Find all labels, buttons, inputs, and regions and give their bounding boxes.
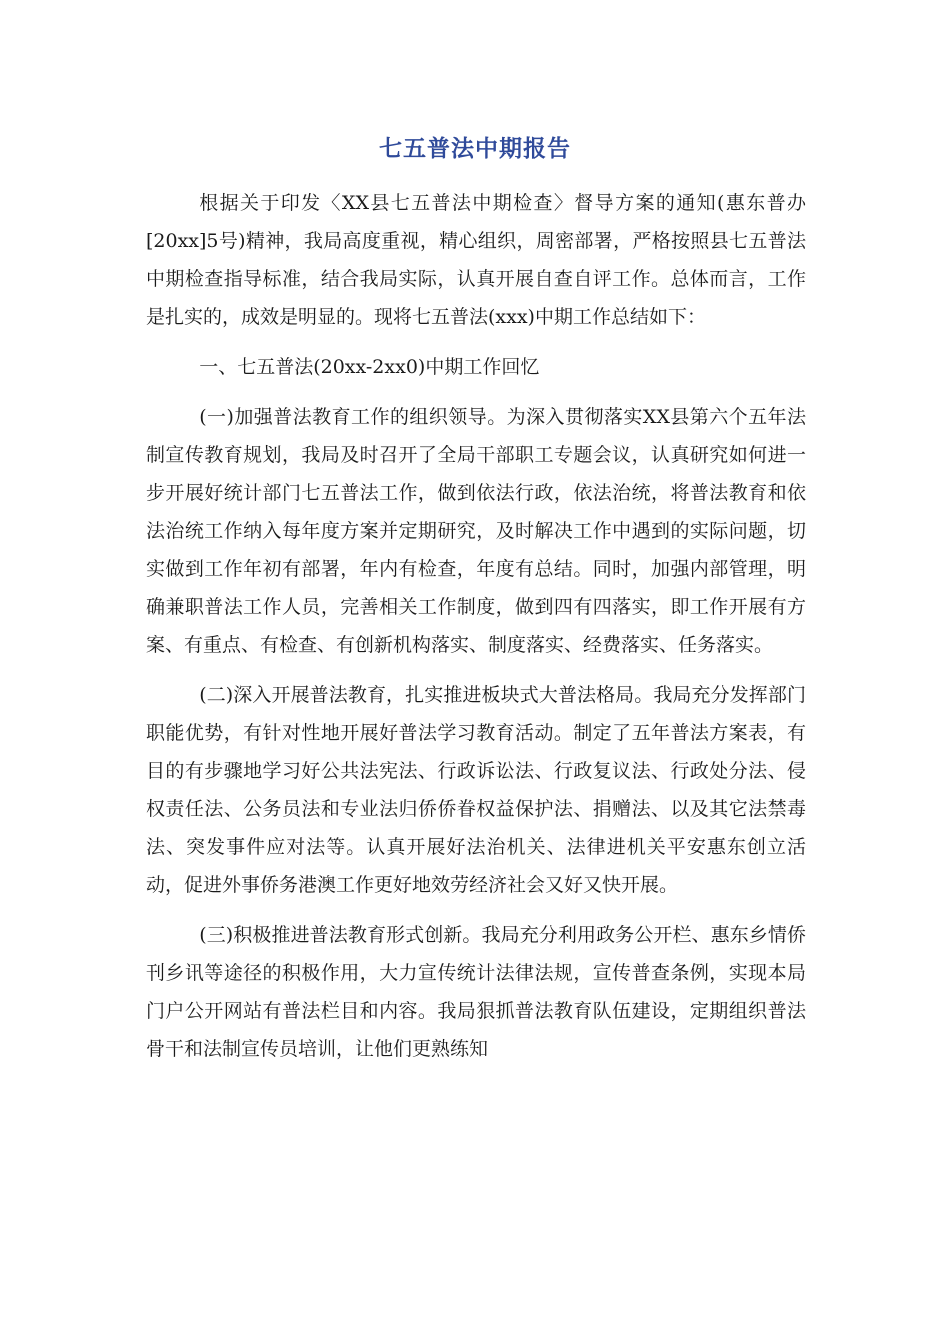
- document-title: 七五普法中期报告: [379, 136, 571, 162]
- section-heading-1: 一、七五普法(20xx-2xx0)中期工作回忆: [199, 356, 540, 378]
- paragraph-2: (二)深入开展普法教育，扎实推进板块式大普法格局。我局充分发挥部门职能优势，有针对性地开展好普法学习教育活动。制定了五年普法方案表，有目的有步骤地学习好公共法宪法、行政诉讼法、行政复议法、行政处分法、侵权责任法、公务员法和专业法归侨侨眷权益保护法、捐赠法、以及其它法禁毒法、突发事件应对法等。认真开展好法治机关、法律进机关平安惠东创立活动，促进外事侨务港澳工作更好地效劳经济社会又好又快开展。: [146, 684, 806, 896]
- document-body: [146, 184, 806, 1080]
- paragraph-intro: 根据关于印发〈XX县七五普法中期检查〉督导方案的通知(惠东普办[20xx]5号)精神，我局高度重视，精心组织，周密部署，严格按照县七五普法中期检查指导标准，结合我局实际，认真开展自查自评工作。总体而言，工作是扎实的，成效是明显的。现将七五普法(xxx)中期工作总结如下：: [146, 192, 806, 328]
- paragraph-3: (三)积极推进普法教育形式创新。我局充分利用政务公开栏、惠东乡情侨刊乡讯等途径的积极作用，大力宣传统计法律法规，宣传普查条例，实现本局门户公开网站有普法栏目和内容。我局狠抓普法教育队伍建设，定期组织普法骨干和法制宣传员培训，让他们更熟练知: [146, 924, 806, 1060]
- paragraph-1: (一)加强普法教育工作的组织领导。为深入贯彻落实XX县第六个五年法制宣传教育规划，我局及时召开了全局干部职工专题会议，认真研究如何进一步开展好统计部门七五普法工作，做到依法行政，依法治统，将普法教育和依法治统工作纳入每年度方案并定期研究，及时解决工作中遇到的实际问题，切实做到工作年初有部署，年内有检查，年度有总结。同时，加强内部管理，明确兼职普法工作人员，完善相关工作制度，做到四有四落实，即工作开展有方案、有重点、有检查、有创新机构落实、制度落实、经费落实、任务落实。: [146, 406, 806, 656]
